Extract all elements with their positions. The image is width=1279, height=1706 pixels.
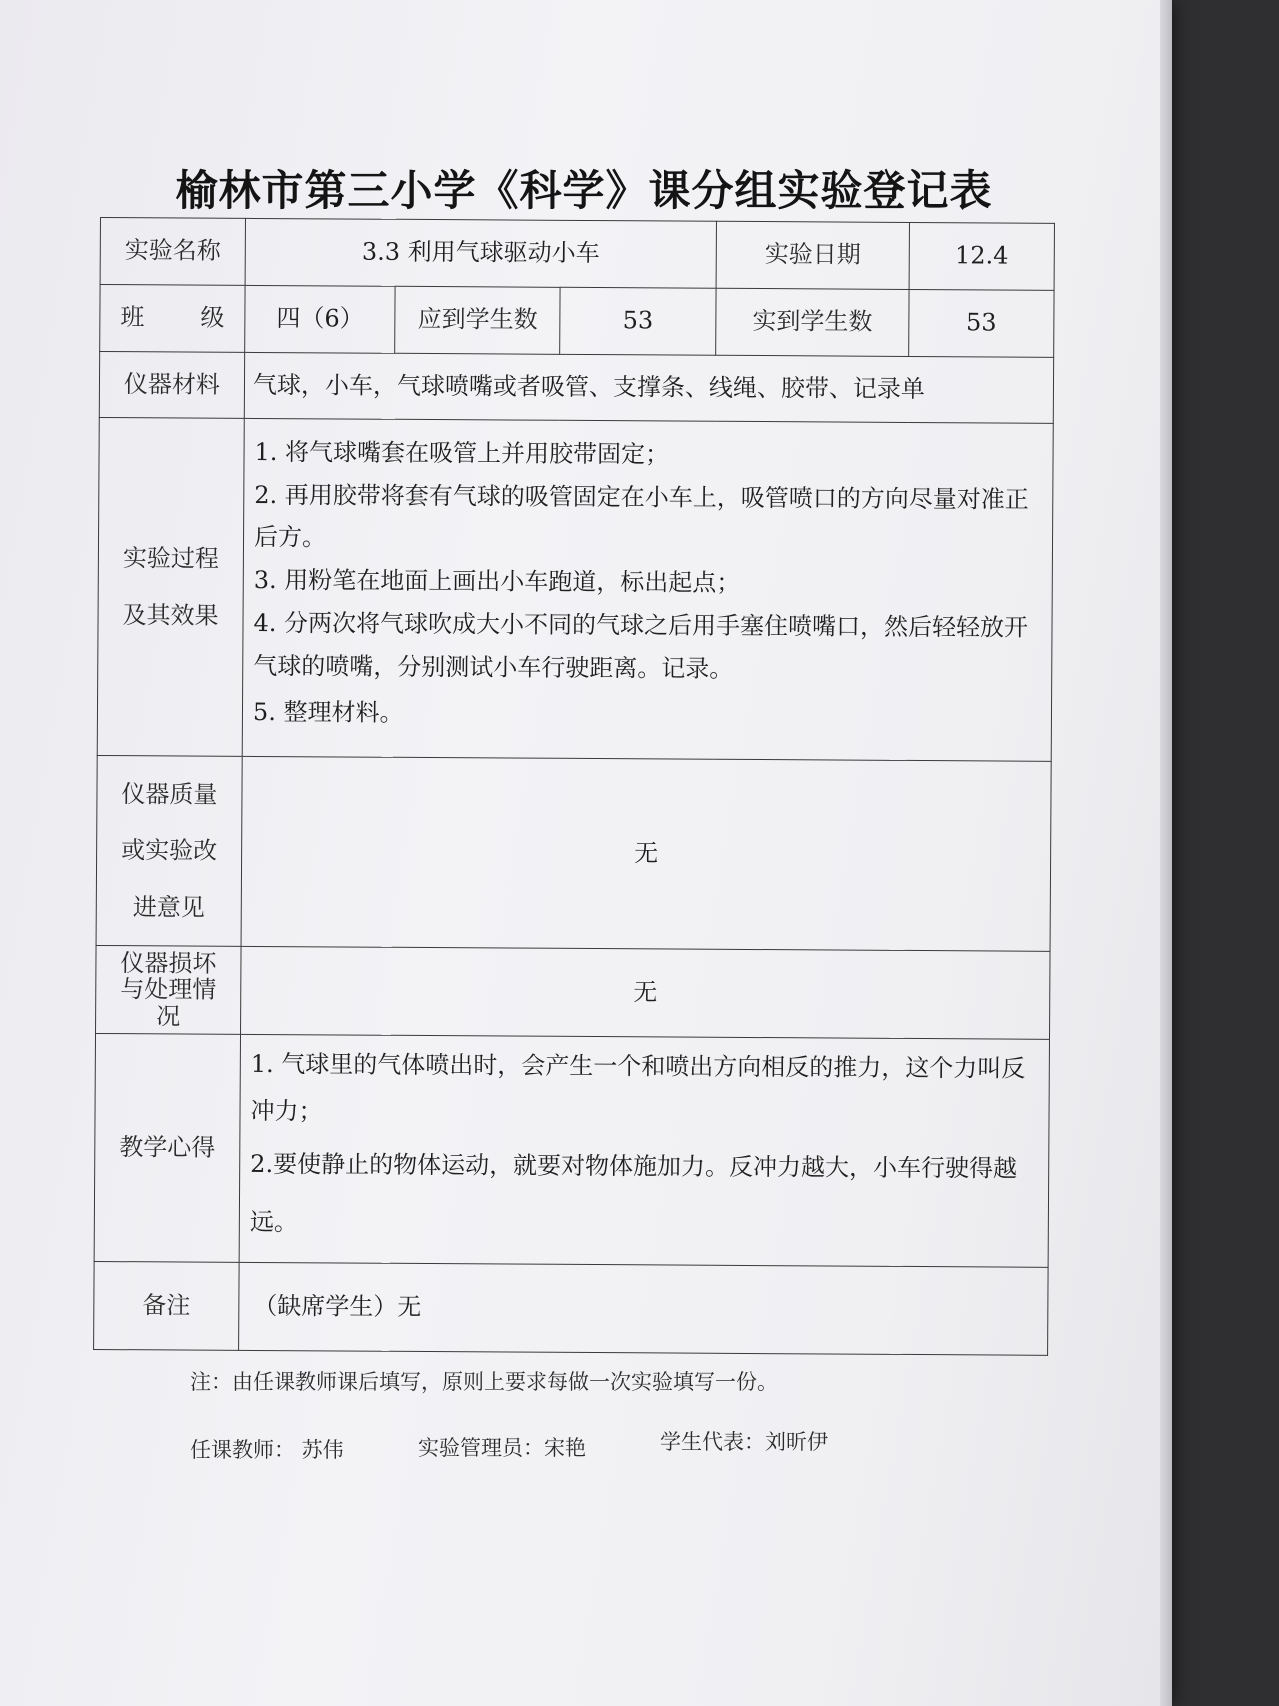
class-label-char-1: 班 [120, 303, 145, 332]
actual-students-value: 53 [909, 289, 1054, 357]
damage-label-line-2: 与处理情 [120, 975, 217, 1005]
paper-edge [1160, 0, 1172, 1706]
footer-note: 注：由任课教师课后填写，原则上要求每做一次实验填写一份。 [190, 1370, 778, 1394]
process-label [97, 417, 244, 756]
reflection-items [239, 1034, 1049, 1267]
student-rep-signature: 学生代表：刘昕伊 [660, 1430, 828, 1454]
experiment-date-value: 12.4 [909, 222, 1054, 290]
process-step-4: 4. 分两次将气球吹成大小不同的气球之后用手塞住喷嘴口，然后轻轻放开气球的喷嘴，分别测试小车行驶距离。记录。 [253, 608, 1029, 683]
reflection-item-2: 2.要使静止的物体运动，就要对物体施加力。反冲力越大，小车行驶得越远。 [249, 1149, 1018, 1237]
class-label [100, 285, 245, 353]
quality-label-line-1: 仪器质量 [121, 780, 218, 809]
row-damage [96, 946, 1051, 1040]
row-materials [99, 352, 1053, 424]
reflection-label: 教学心得 [94, 1034, 240, 1263]
row-process [97, 417, 1053, 761]
form-title: 榆林市第三小学《科学》课分组实验登记表 [175, 166, 993, 215]
materials-value: 气球，小车，气球喷嘴或者吸管、支撑条、线绳、胶带、记录单 [244, 352, 1053, 423]
teacher-signature: 任课教师： 苏伟 [190, 1438, 344, 1462]
quality-label [96, 756, 242, 947]
damage-label-line-3: 况 [156, 1002, 181, 1031]
expected-students-label: 应到学生数 [395, 286, 560, 354]
damage-label [96, 946, 242, 1035]
experiment-name-value: 3.3 利用气球驱动小车 [245, 218, 716, 288]
row-class-info [100, 285, 1054, 358]
class-label-char-2: 级 [200, 304, 225, 333]
lab-manager-signature: 实验管理员：宋艳 [418, 1436, 586, 1460]
process-label-line-2: 及其效果 [122, 600, 219, 630]
actual-students-label: 实到学生数 [716, 288, 909, 356]
quality-value: 无 [241, 756, 1051, 951]
expected-students-value: 53 [560, 287, 716, 355]
process-steps [242, 418, 1053, 761]
row-experiment-name [100, 218, 1054, 291]
row-teaching-reflection [94, 1034, 1049, 1268]
row-remarks [94, 1262, 1049, 1356]
remarks-value: （缺席学生）无 [239, 1263, 1049, 1356]
process-step-5: 5. 整理材料。 [252, 698, 404, 728]
class-value: 四（6） [245, 285, 396, 353]
reflection-item-1: 1. 气球里的气体喷出时，会产生一个和喷出方向相反的推力，这个力叫反冲力； [250, 1049, 1026, 1126]
remarks-label: 备注 [94, 1262, 240, 1351]
experiment-name-label: 实验名称 [100, 218, 245, 286]
row-quality-suggestions [96, 756, 1051, 952]
process-step-3: 3. 用粉笔在地面上画出小车跑道，标出起点； [253, 566, 741, 598]
materials-label: 仪器材料 [99, 352, 244, 419]
experiment-date-label: 实验日期 [716, 221, 909, 289]
process-step-2: 2. 再用胶带将套有气球的吸管固定在小车上，吸管喷口的方向尽量对准正后方。 [253, 480, 1029, 552]
quality-label-line-2: 或实验改 [121, 836, 218, 866]
process-label-line-1: 实验过程 [122, 544, 219, 573]
damage-value: 无 [241, 946, 1051, 1039]
quality-label-line-3: 进意见 [132, 892, 205, 922]
process-step-1: 1. 将气球嘴套在吸管上并用胶带固定； [254, 437, 670, 469]
registration-table [93, 217, 1055, 1356]
damage-label-line-1: 仪器损坏 [120, 949, 217, 978]
